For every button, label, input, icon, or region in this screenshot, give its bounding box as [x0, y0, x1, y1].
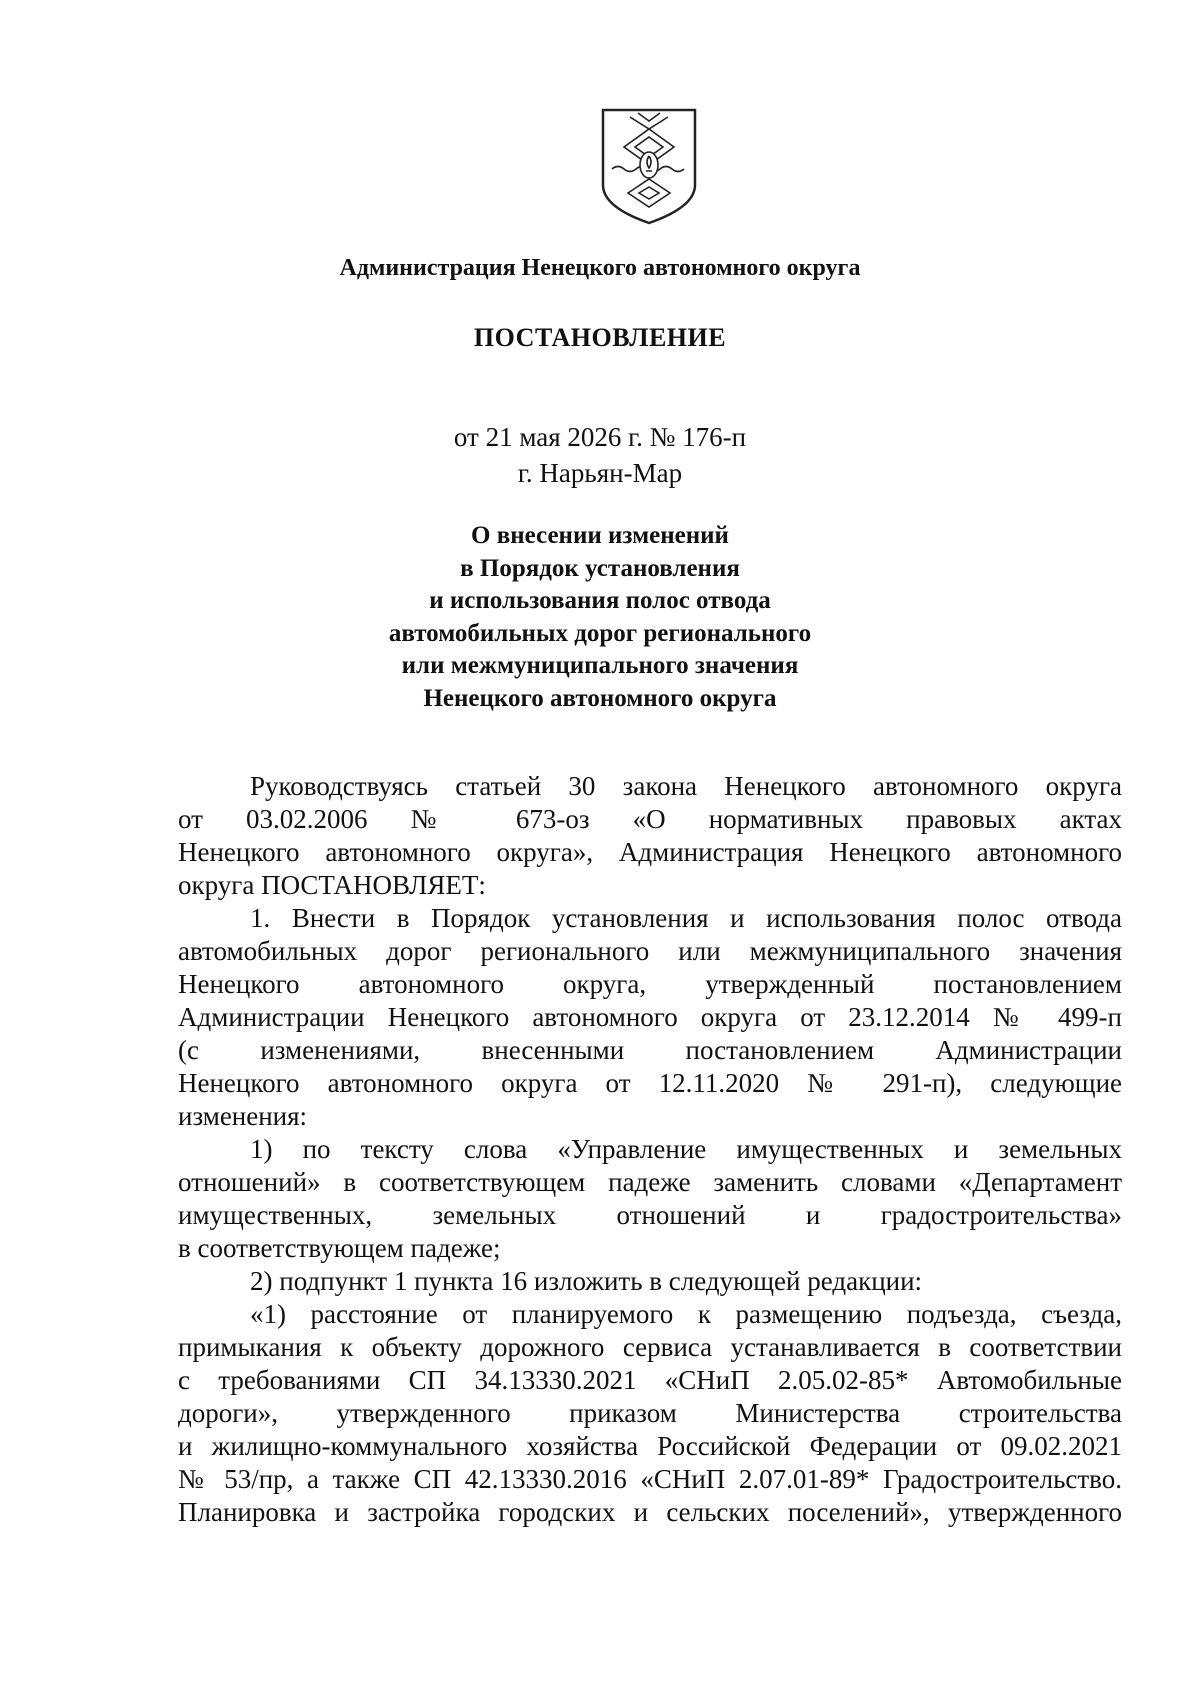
body-text-line: дороги», утвержденного приказом Министерства строительства — [178, 1398, 1122, 1428]
body-text-line: 1. Внести в Порядок установления и использования полос отвода — [250, 903, 1122, 933]
body-text-line: Ненецкого автономного округа от 12.11.2020 № 291-п), следующие — [178, 1068, 1122, 1098]
body-text-line: (с изменениями, внесенными постановлением Администрации — [178, 1035, 1122, 1065]
paragraph-preamble — [178, 770, 1122, 902]
body-text-line: отношений» в соответствующем падеже заменить словами «Департамент — [178, 1167, 1122, 1197]
document-type: ПОСТАНОВЛЕНИЕ — [473, 323, 727, 352]
body-text-line: имущественных, земельных отношений и градостроительства» — [178, 1200, 1122, 1230]
city: г. Нарьян-Мар — [517, 458, 683, 488]
body-text-line: № 53/пр, а также СП 42.13330.2016 «СНиП 2.07.01-89* Градостроительство. — [178, 1464, 1122, 1494]
coat-of-arms-emblem — [600, 107, 698, 225]
title-line: или межмуниципального значения — [401, 652, 799, 679]
body-text-line: изменения: — [178, 1101, 308, 1131]
title-line: и использования полос отвода — [429, 587, 771, 614]
body-text-line: автомобильных дорог регионального или межмуниципального значения — [178, 936, 1122, 966]
body-text-line: «1) расстояние от планируемого к размещению подъезда, съезда, — [250, 1299, 1122, 1329]
body-text-line: Ненецкого автономного округа, утвержденный постановлением — [178, 969, 1122, 999]
date-and-number: от 21 мая 2026 г. № 176-п — [453, 422, 747, 452]
title-line: автомобильных дорог регионального — [388, 619, 812, 647]
body-text-line: Администрации Ненецкого автономного округа от 23.12.2014 № 499-п — [178, 1002, 1122, 1032]
title-line: О внесении изменений — [471, 522, 729, 549]
body-text-line: 1) по тексту слова «Управление имущественных и земельных — [250, 1134, 1122, 1164]
document-title — [200, 520, 1000, 715]
body-text-line: 2) подпункт 1 пункта 16 изложить в следующей редакции: — [250, 1266, 923, 1296]
paragraph-item-1 — [178, 902, 1122, 1133]
paragraph-subitem-2 — [178, 1265, 1122, 1298]
body-text-line: примыкания к объекту дорожного сервиса устанавливается в соответствии — [178, 1332, 1122, 1362]
title-line: в Порядок установления — [460, 554, 740, 582]
body-text-line: в соответствующем падеже; — [178, 1233, 501, 1263]
body-text-line: Планировка и застройка городских и сельских поселений», утвержденного — [178, 1497, 1122, 1527]
body-text-line: округа ПОСТАНОВЛЯЕТ: — [178, 870, 486, 900]
body-text-line: с требованиями СП 34.13330.2021 «СНиП 2.05.02-85* Автомобильные — [178, 1365, 1122, 1395]
paragraph-quoted-text — [178, 1298, 1122, 1529]
document-body — [178, 770, 1122, 1529]
body-text-line: Ненецкого автономного округа», Администрация Ненецкого автономного — [178, 837, 1122, 867]
organization-name: Администрация Ненецкого автономного округа — [339, 255, 861, 281]
body-text-line: и жилищно-коммунального хозяйства Российской Федерации от 09.02.2021 — [178, 1431, 1122, 1461]
paragraph-subitem-1 — [178, 1133, 1122, 1265]
body-text-line: от 03.02.2006 № 673-оз «О нормативных правовых актах — [178, 804, 1122, 834]
body-text-line: Руководствуясь статьей 30 закона Ненецкого автономного округа — [250, 771, 1122, 801]
title-line: Ненецкого автономного округа — [423, 684, 777, 712]
